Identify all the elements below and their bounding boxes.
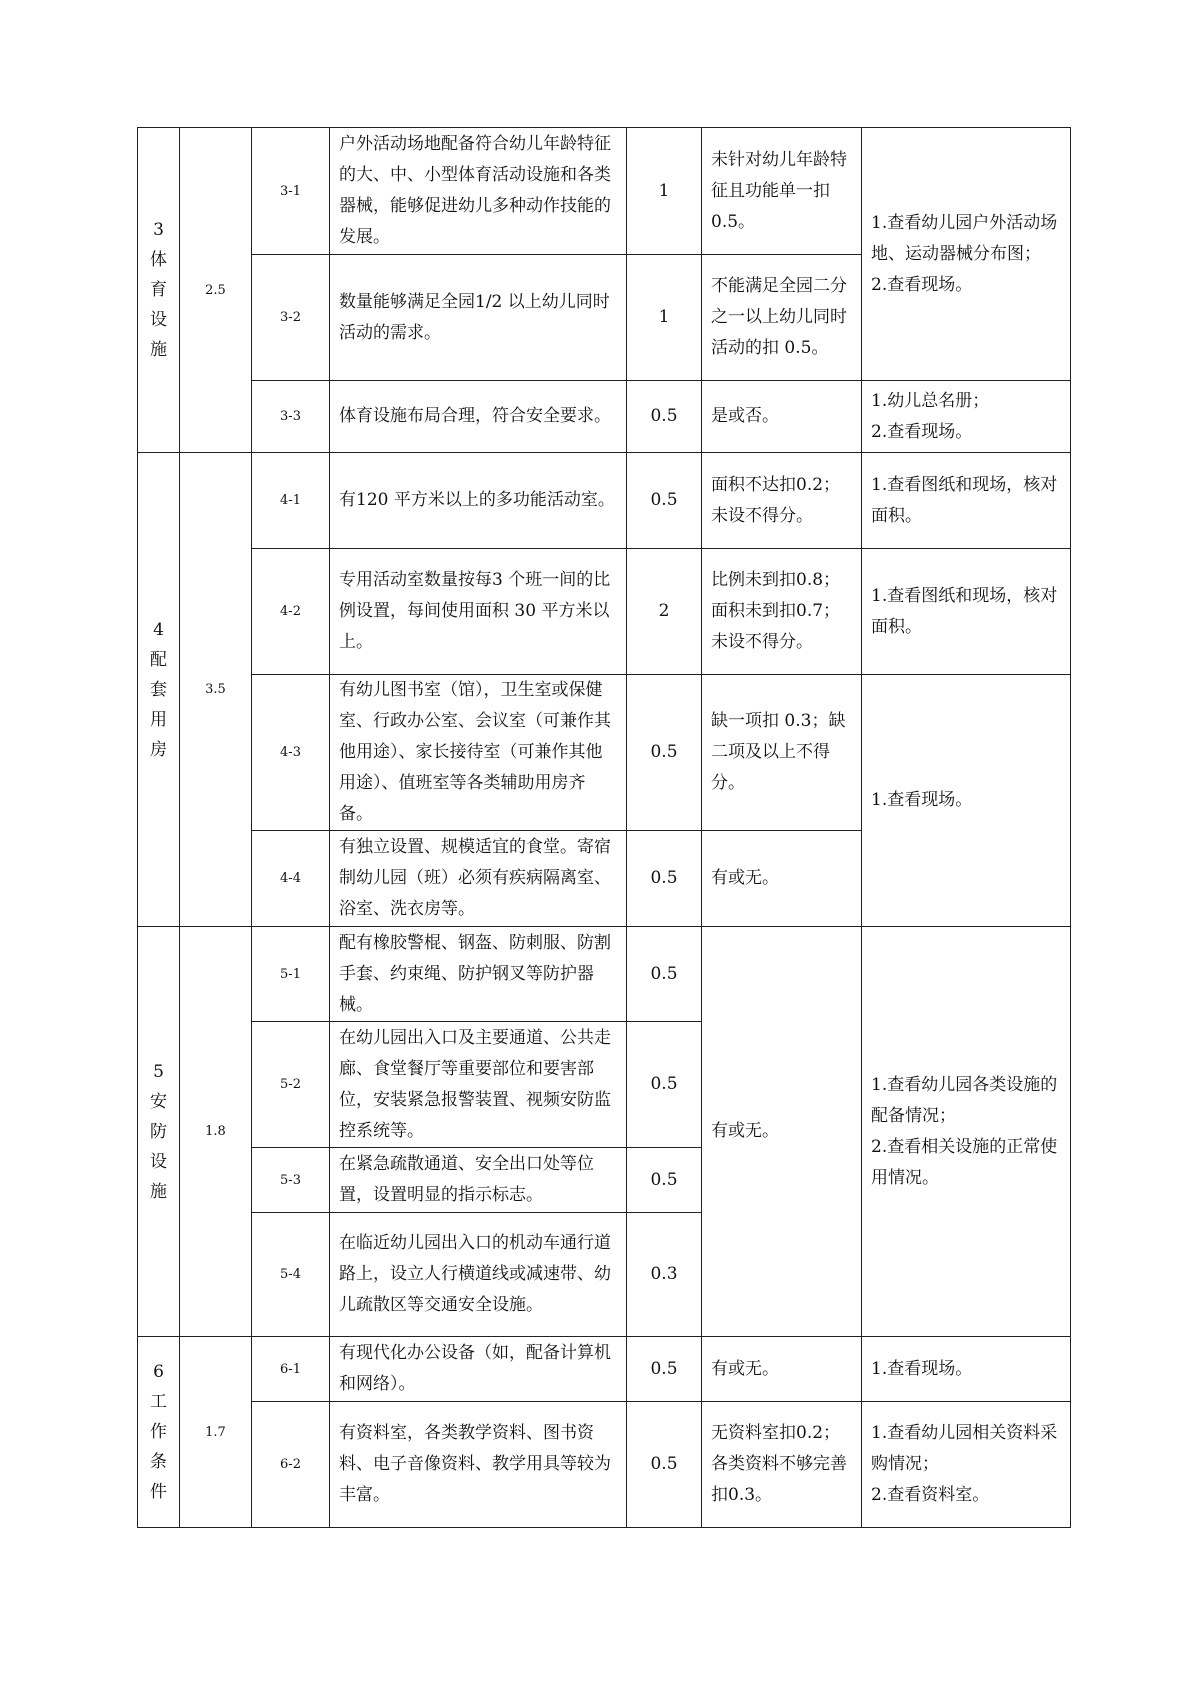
item-method: 1.查看图纸和现场，核对面积。	[862, 453, 1071, 549]
item-id: 5-4	[252, 1213, 330, 1337]
item-content: 配有橡胶警棍、钢盔、防刺服、防割手套、约束绳、防护钢叉等防护器械。	[330, 927, 627, 1022]
item-content: 有现代化办公设备（如，配备计算机和网络）。	[330, 1337, 627, 1402]
category-char: 套	[150, 679, 167, 700]
item-id: 3-2	[252, 255, 330, 381]
item-content: 体育设施布局合理，符合安全要求。	[330, 381, 627, 453]
category-char: 6	[153, 1362, 164, 1382]
table-row	[138, 381, 1071, 453]
item-id: 5-3	[252, 1148, 330, 1213]
category-score: 3.5	[180, 453, 252, 927]
item-points: 1	[627, 255, 702, 381]
table-row	[138, 927, 1071, 1022]
category-cell	[138, 128, 180, 453]
item-id: 5-1	[252, 927, 330, 1022]
category-char: 件	[150, 1482, 167, 1502]
category-char: 施	[150, 340, 167, 360]
category-char: 用	[150, 709, 167, 730]
evaluation-table	[137, 127, 1071, 1528]
table-row	[138, 675, 1071, 831]
item-id: 5-2	[252, 1022, 330, 1148]
category-char: 施	[150, 1181, 167, 1202]
category-char: 3	[153, 220, 164, 240]
item-points: 0.5	[627, 927, 702, 1022]
table-row	[138, 1402, 1071, 1528]
item-content: 数量能够满足全园1/2 以上幼儿同时活动的需求。	[330, 255, 627, 381]
table-row	[138, 453, 1071, 549]
item-deduction: 无资料室扣0.2；各类资料不够完善扣0.3。	[702, 1402, 862, 1528]
item-method: 1.查看现场。	[862, 675, 1071, 927]
item-deduction: 缺一项扣 0.3；缺二项及以上不得分。	[702, 675, 862, 831]
item-deduction: 有或无。	[702, 831, 862, 927]
category-char: 5	[153, 1061, 164, 1082]
item-id: 6-1	[252, 1337, 330, 1402]
category-score: 1.8	[180, 927, 252, 1337]
item-deduction: 有或无。	[702, 1337, 862, 1402]
category-cell	[138, 927, 180, 1337]
item-id: 4-4	[252, 831, 330, 927]
item-id: 4-1	[252, 453, 330, 549]
category-char: 配	[150, 649, 167, 670]
item-method: 1.查看图纸和现场，核对面积。	[862, 549, 1071, 675]
item-points: 0.3	[627, 1213, 702, 1337]
category-char: 4	[153, 619, 164, 640]
item-id: 3-3	[252, 381, 330, 453]
item-method: 1.幼儿总名册； 2.查看现场。	[862, 381, 1071, 453]
item-content: 在临近幼儿园出入口的机动车通行道路上，设立人行横道线或减速带、幼儿疏散区等交通安全设施。	[330, 1213, 627, 1337]
category-char: 安	[150, 1091, 167, 1112]
item-deduction: 不能满足全园二分之一以上幼儿同时活动的扣 0.5。	[702, 255, 862, 381]
item-points: 0.5	[627, 1402, 702, 1528]
item-deduction: 比例未到扣0.8；面积未到扣0.7；未设不得分。	[702, 549, 862, 675]
item-method: 1.查看幼儿园户外活动场地、运动器械分布图； 2.查看现场。	[862, 128, 1071, 381]
item-method: 1.查看现场。	[862, 1337, 1071, 1402]
item-content: 在紧急疏散通道、安全出口处等位置，设置明显的指示标志。	[330, 1148, 627, 1213]
category-char: 条	[150, 1452, 167, 1472]
category-score: 2.5	[180, 128, 252, 453]
item-deduction: 有或无。	[702, 927, 862, 1337]
item-points: 0.5	[627, 453, 702, 549]
item-content: 有幼儿图书室（馆），卫生室或保健室、行政办公室、会议室（可兼作其他用途）、家长接待室（可兼作其他用途）、值班室等各类辅助用房齐备。	[330, 675, 627, 831]
category-char: 育	[150, 280, 167, 300]
item-points: 0.5	[627, 1337, 702, 1402]
category-char: 作	[150, 1422, 167, 1442]
item-content: 户外活动场地配备符合幼儿年龄特征的大、中、小型体育活动设施和各类器械，能够促进幼儿多种动作技能的发展。	[330, 128, 627, 255]
category-cell	[138, 453, 180, 927]
item-id: 6-2	[252, 1402, 330, 1528]
table-row	[138, 1337, 1071, 1402]
item-points: 0.5	[627, 1022, 702, 1148]
item-content: 有120 平方米以上的多功能活动室。	[330, 453, 627, 549]
item-content: 有资料室，各类教学资料、图书资料、电子音像资料、教学用具等较为丰富。	[330, 1402, 627, 1528]
item-deduction: 未针对幼儿年龄特征且功能单一扣 0.5。	[702, 128, 862, 255]
item-points: 0.5	[627, 1148, 702, 1213]
category-cell	[138, 1337, 180, 1528]
item-id: 3-1	[252, 128, 330, 255]
item-points: 0.5	[627, 831, 702, 927]
item-points: 0.5	[627, 675, 702, 831]
item-content: 在幼儿园出入口及主要通道、公共走廊、食堂餐厅等重要部位和要害部位，安装紧急报警装置、视频安防监控系统等。	[330, 1022, 627, 1148]
category-char: 工	[150, 1392, 167, 1412]
item-points: 0.5	[627, 381, 702, 453]
category-score: 1.7	[180, 1337, 252, 1528]
category-char: 房	[150, 739, 167, 760]
item-method: 1.查看幼儿园各类设施的配备情况； 2.查看相关设施的正常使用情况。	[862, 927, 1071, 1337]
category-char: 设	[150, 1151, 167, 1172]
category-char: 防	[150, 1121, 167, 1142]
item-deduction: 面积不达扣0.2；未设不得分。	[702, 453, 862, 549]
item-content: 有独立设置、规模适宜的食堂。寄宿制幼儿园（班）必须有疾病隔离室、浴室、洗衣房等。	[330, 831, 627, 927]
category-char: 体	[150, 250, 167, 270]
item-content: 专用活动室数量按每3 个班一间的比例设置，每间使用面积 30 平方米以上。	[330, 549, 627, 675]
category-char: 设	[150, 310, 167, 330]
item-id: 4-2	[252, 549, 330, 675]
table-row	[138, 128, 1071, 255]
item-points: 2	[627, 549, 702, 675]
item-id: 4-3	[252, 675, 330, 831]
item-deduction: 是或否。	[702, 381, 862, 453]
item-method: 1.查看幼儿园相关资料采购情况； 2.查看资料室。	[862, 1402, 1071, 1528]
item-points: 1	[627, 128, 702, 255]
table-row	[138, 549, 1071, 675]
